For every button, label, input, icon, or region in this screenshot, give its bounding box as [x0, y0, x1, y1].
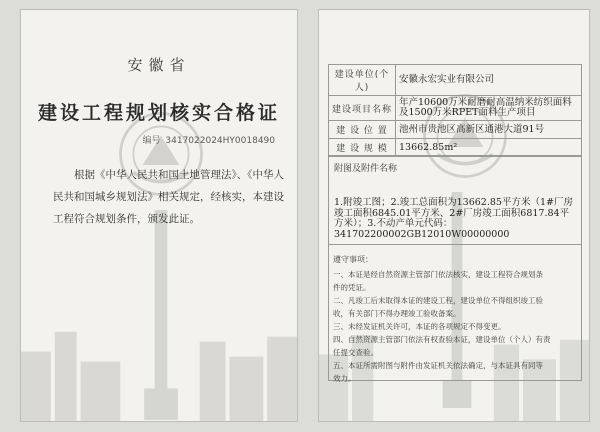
list-item: 一、本证是经自然资源主管部门依法核实，建设工程符合规划条	[333, 270, 543, 279]
certificate-number-value: 3417022024HY0018490	[165, 136, 275, 146]
table-row	[329, 65, 582, 96]
builder-value: 安徽永宏实业有限公司	[396, 65, 582, 96]
list-item: 二、凡竣工后未取得本证的建设工程，建设单位不得组织竣工验	[333, 296, 543, 305]
certificate-details-page	[318, 9, 590, 422]
list-item: 五、本证所需附图与附件由发证机关依法确定，与本证具有同等	[333, 361, 543, 370]
scale-value: 13662.85m²	[396, 139, 582, 157]
project-name-label: 建设项目名称	[329, 96, 396, 121]
certificate-body-text: 根据《中华人民共和国土地管理法》、《中华人民共和国城乡规划法》相关规定，经核实，本建设工程符合规划条件，颁发此证。	[53, 169, 284, 225]
certificate-front-page	[20, 9, 298, 422]
attachments-text: 1.附竣工图；2.竣工总面积为13662.85平方米（1#厂房竣工面积6845.01平方米、2#厂房竣工面积6817.84平方米）；3.不动产单元代码：341702200002GB12010W00000000	[334, 197, 573, 240]
province-name: 安徽省	[127, 56, 191, 74]
project-info-table	[328, 64, 582, 157]
monument-watermark	[139, 210, 183, 420]
table-row	[329, 121, 582, 139]
list-item: 任提交查验。	[333, 348, 378, 357]
list-item: 三、未经发证机关许可，本证的各项规定不得变更。	[333, 322, 506, 331]
city-skyline-watermark	[21, 310, 298, 422]
certificate-number	[141, 133, 276, 146]
notes-section	[328, 244, 582, 381]
certificate-number-label: 编号	[142, 136, 161, 146]
table-row	[329, 96, 582, 121]
project-name-value: 年产10600万米耐磨耐高温纳米纺织面料及1500万米RPET面料生产项目	[396, 96, 582, 121]
table-row	[329, 139, 582, 157]
location-label: 建 设 位 置	[329, 121, 396, 139]
builder-label: 建设单位(个人)	[329, 65, 396, 96]
list-item: 效力。	[333, 374, 356, 383]
notes-title: 遵守事项：	[333, 255, 373, 264]
location-value: 池州市贵池区高新区通港大道91号	[396, 121, 582, 139]
notes-list	[333, 268, 573, 385]
scale-label: 建 设 规 模	[329, 139, 396, 157]
list-item: 四、自然资源主管部门依法有权查验本证，建设单位（个人）有责	[333, 335, 551, 344]
list-item: 收，有关部门不得办理竣工验收备案。	[333, 309, 461, 318]
list-item: 件的凭证。	[333, 283, 371, 292]
attachments-title: 附图及附件名称	[334, 164, 398, 174]
certificate-title: 建设工程规划核实合格证	[37, 102, 280, 124]
